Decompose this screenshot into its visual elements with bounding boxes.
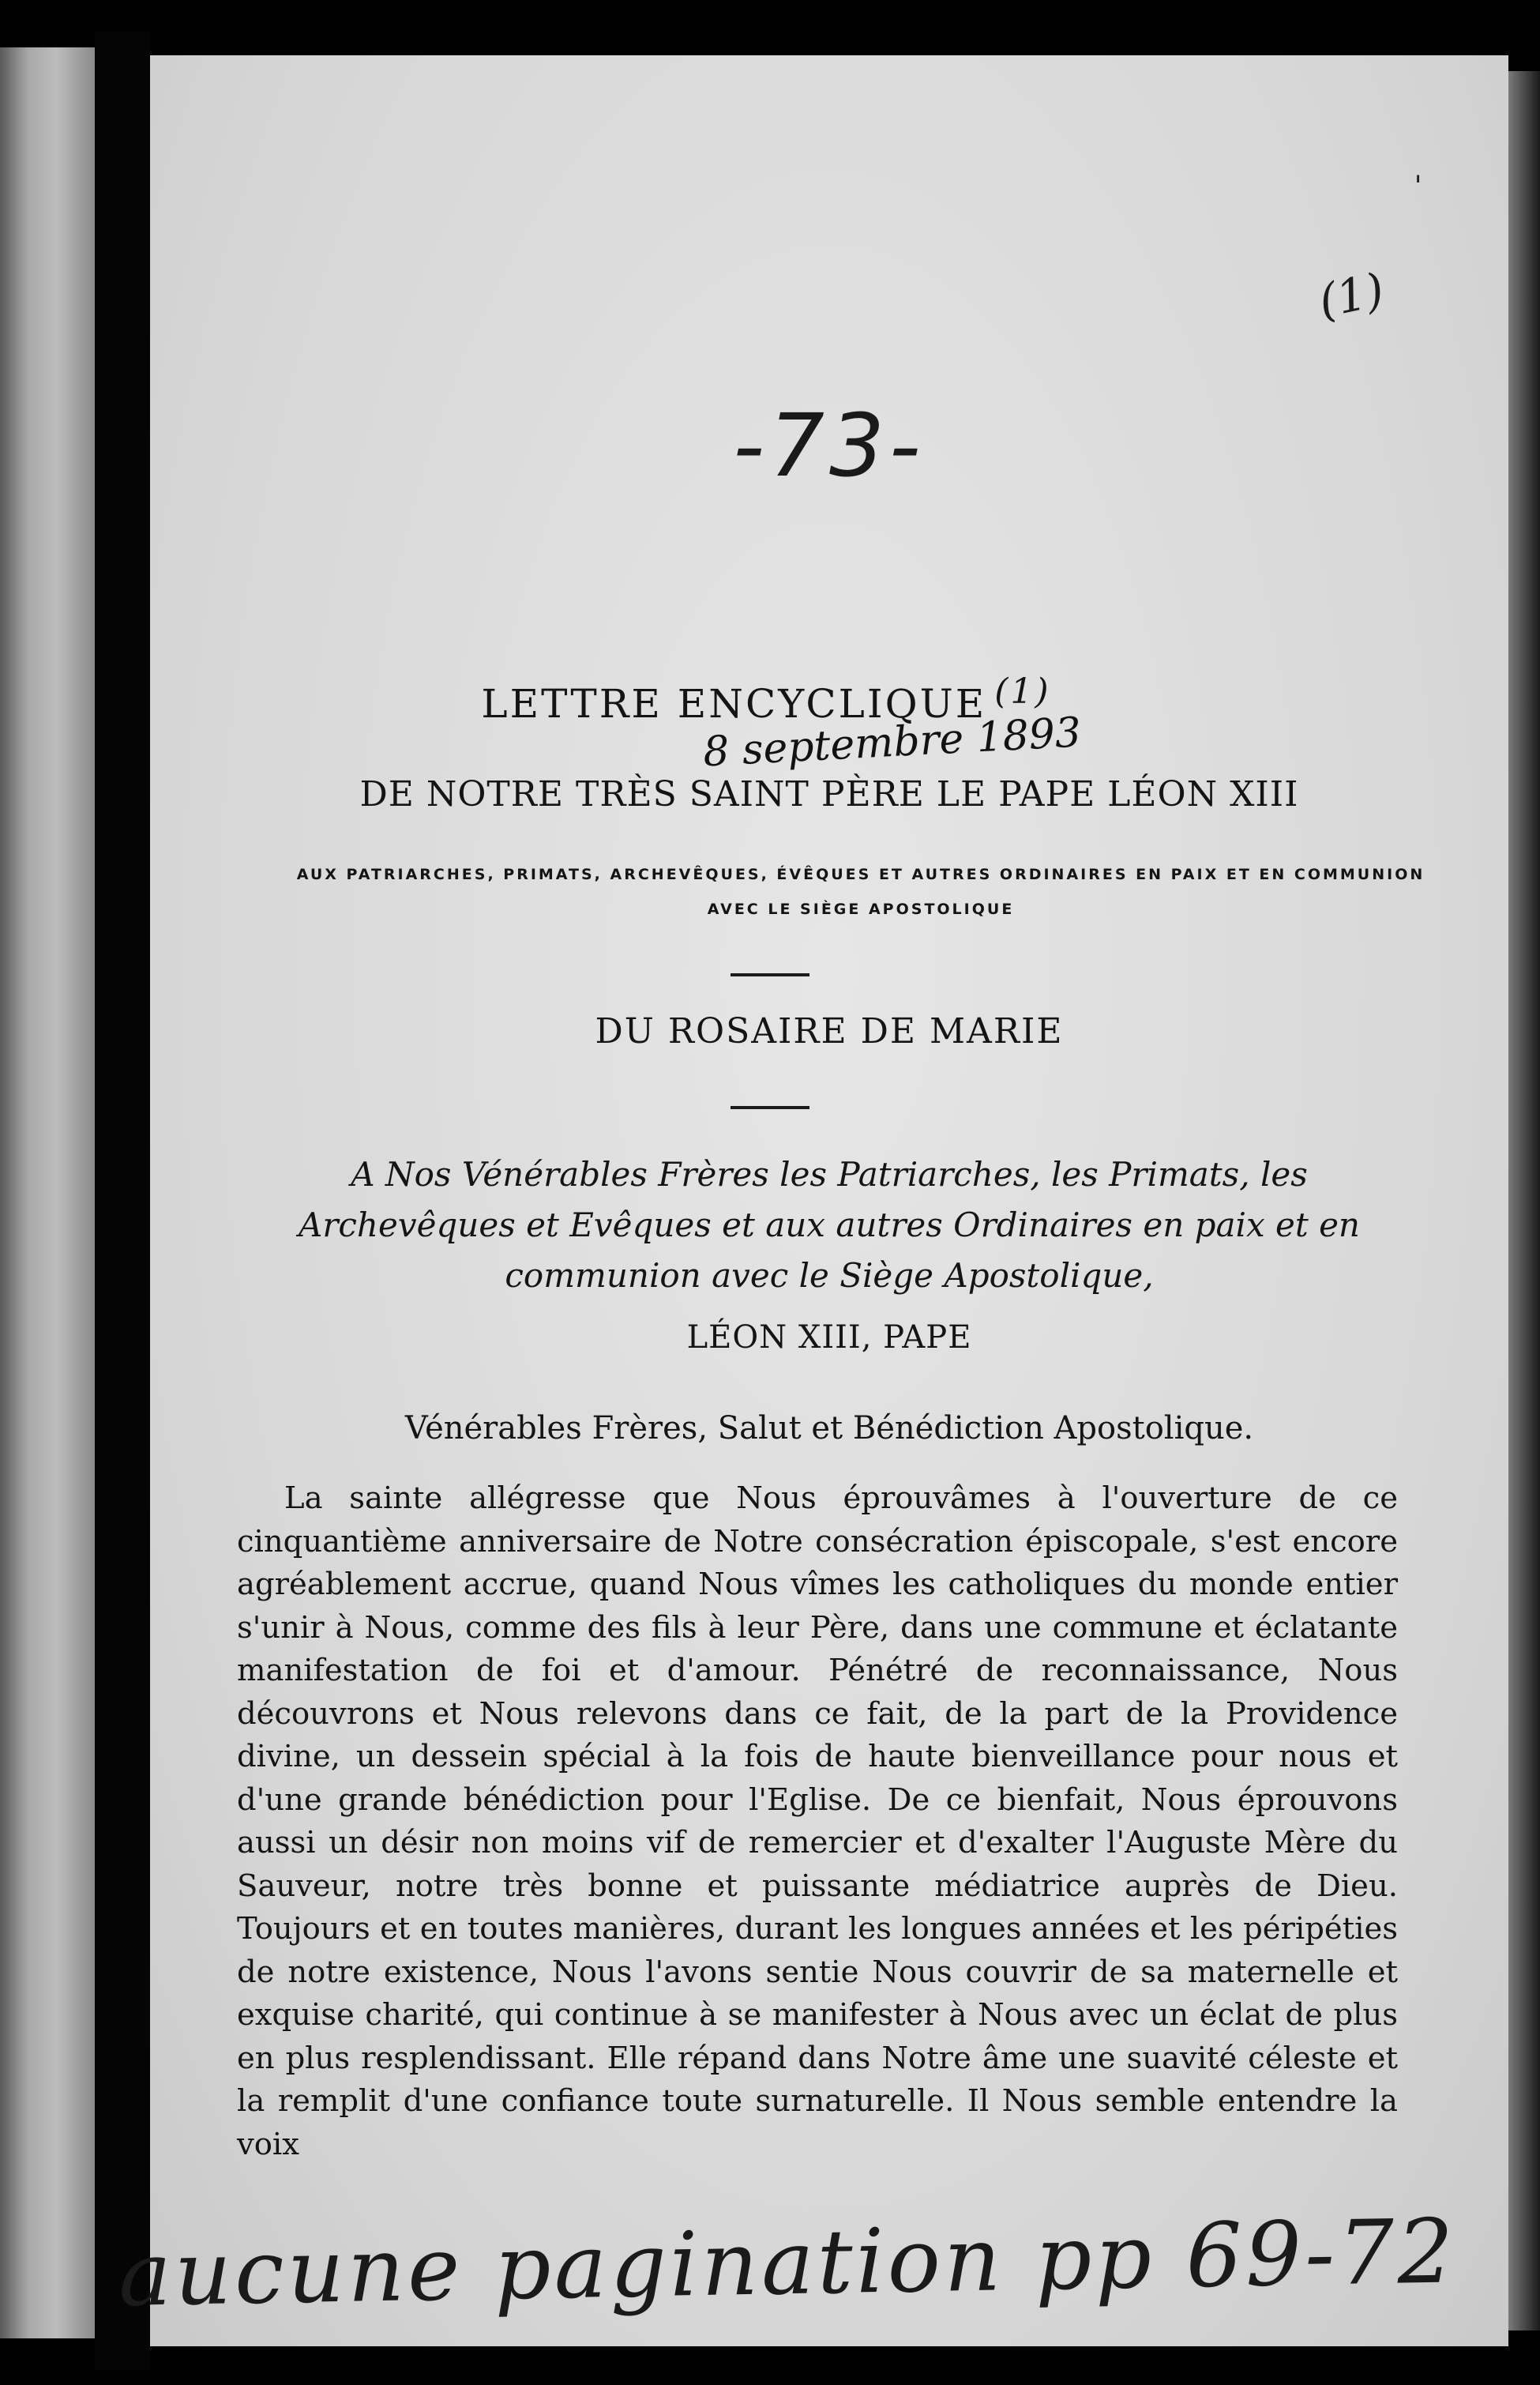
divider-rule <box>731 973 809 976</box>
binding-gutter <box>95 32 150 2370</box>
folio-mark: (1) <box>1313 262 1389 329</box>
author-line: LÉON XIII, PAPE <box>686 1319 972 1356</box>
document-page <box>117 55 1508 2346</box>
body-paragraph: La sainte allégresse que Nous éprouvâmes à l'ouverture de ce cinquantième anniversaire de Notre consécration épiscopale, s'est encore agréablement accrue, quand Nous vîmes les catholiques du monde entier s'unir à Nous, comme des fils à leur Père, dans une commune et éclatante manifestation de foi et d'amour. Pénétré de reconnaissance, Nous découvrons et Nous relevons dans ce fait, de la part de la Providence divine, un dessein spécial à la fois de haute bienveillance pour nous et d'une grande bénédiction pour l'Eglise. De ce bienfait, Nous éprouvons aussi un désir non moins vif de remercier et d'exalter l'Auguste Mère du Sauveur, notre très bonne et puissante médiatrice auprès de Dieu. Toujours et en toutes manières, durant les longues années et les péripéties de notre existence, Nous l'avons sentie Nous couvrir de sa maternelle et exquise charité, qui continue à se manifester à Nous avec un éclat de plus en plus resplendissant. Elle répand dans Notre âme une suavité céleste et la remplit d'une confiance toute surnaturelle. Il Nous semble entendre la voix <box>237 1480 1398 2162</box>
handwritten-date: 8 septembre 1893 <box>701 709 1083 777</box>
title-line1: LETTRE ENCYCLIQUE <box>481 681 987 727</box>
speck-mark: ˌ <box>1414 150 1422 186</box>
footnote-mark: (1) <box>994 671 1051 712</box>
left-page-edge <box>0 47 95 2338</box>
title-line2: DE NOTRE TRÈS SAINT PÈRE LE PAPE LÉON XIII <box>359 774 1299 814</box>
address-paragraph: A Nos Vénérables Frères les Patriarches, les Primats, les Archevêques et Evêques et aux autres Ordinaires en paix et en communion avec le Siège Apostolique, <box>299 1155 1360 1295</box>
page-number: -73- <box>733 395 926 496</box>
handwritten-footer-note: aucune pagination pp 69-72 <box>117 2200 1458 2327</box>
salutation-line: Vénérables Frères, Salut et Bénédiction Apostolique. <box>404 1410 1254 1446</box>
divider-rule <box>731 1106 809 1109</box>
addressees-line: AUX PATRIARCHES, PRIMATS, ARCHEVÊQUES, ÉVÊQUES ET AUTRES ORDINAIRES EN PAIX ET EN COMMUNION AVEC LE SIÈGE APOSTOLIQUE <box>296 866 1425 918</box>
subtitle: DU ROSAIRE DE MARIE <box>595 1011 1064 1051</box>
right-page-edge <box>1508 71 1540 2330</box>
document-title <box>150 671 1382 727</box>
